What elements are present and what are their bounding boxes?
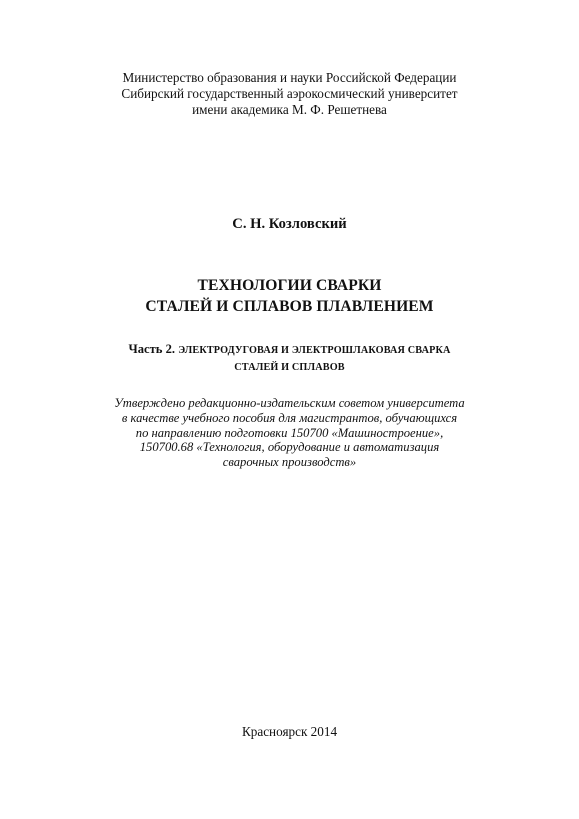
approval-line-4: 150700.68 «Технология, оборудование и автоматизация	[139, 440, 440, 455]
part-subtitle	[0, 341, 579, 376]
part-subtitle-line-1	[0, 341, 579, 360]
part-topic: ЭЛЕКТРОДУГОВАЯ И ЭЛЕКТРОШЛАКОВАЯ СВАРКА	[178, 345, 451, 356]
approval-line-5: сварочных производств»	[222, 455, 357, 470]
title-line-2: СТАЛЕЙ И СПЛАВОВ ПЛАВЛЕНИЕМ	[145, 297, 434, 315]
ministry-line: Министерство образования и науки Российской Федерации	[122, 70, 457, 85]
university-line: Сибирский государственный аэрокосмический университет	[121, 85, 458, 101]
university-name-line: имени академика М. Ф. Решетнева	[192, 101, 387, 117]
author-name: С. Н. Козловский	[232, 216, 347, 232]
approval-line-3: по направлению подготовки 150700 «Машиностроение»,	[135, 425, 444, 440]
approval-line-1: Утверждено редакционно-издательским советом университета	[114, 396, 465, 410]
part-number: Часть 2.	[128, 342, 176, 356]
approval-line-2: в качестве учебного пособия для магистрантов, обучающихся	[121, 410, 458, 425]
book-title	[0, 276, 579, 317]
approval-statement	[0, 396, 579, 470]
title-line-1: ТЕХНОЛОГИИ СВАРКИ	[197, 277, 382, 294]
institution-header	[0, 70, 579, 117]
city-year: Красноярск 2014	[241, 724, 338, 739]
part-subtitle-line-2: СТАЛЕЙ И СПЛАВОВ	[234, 361, 345, 373]
